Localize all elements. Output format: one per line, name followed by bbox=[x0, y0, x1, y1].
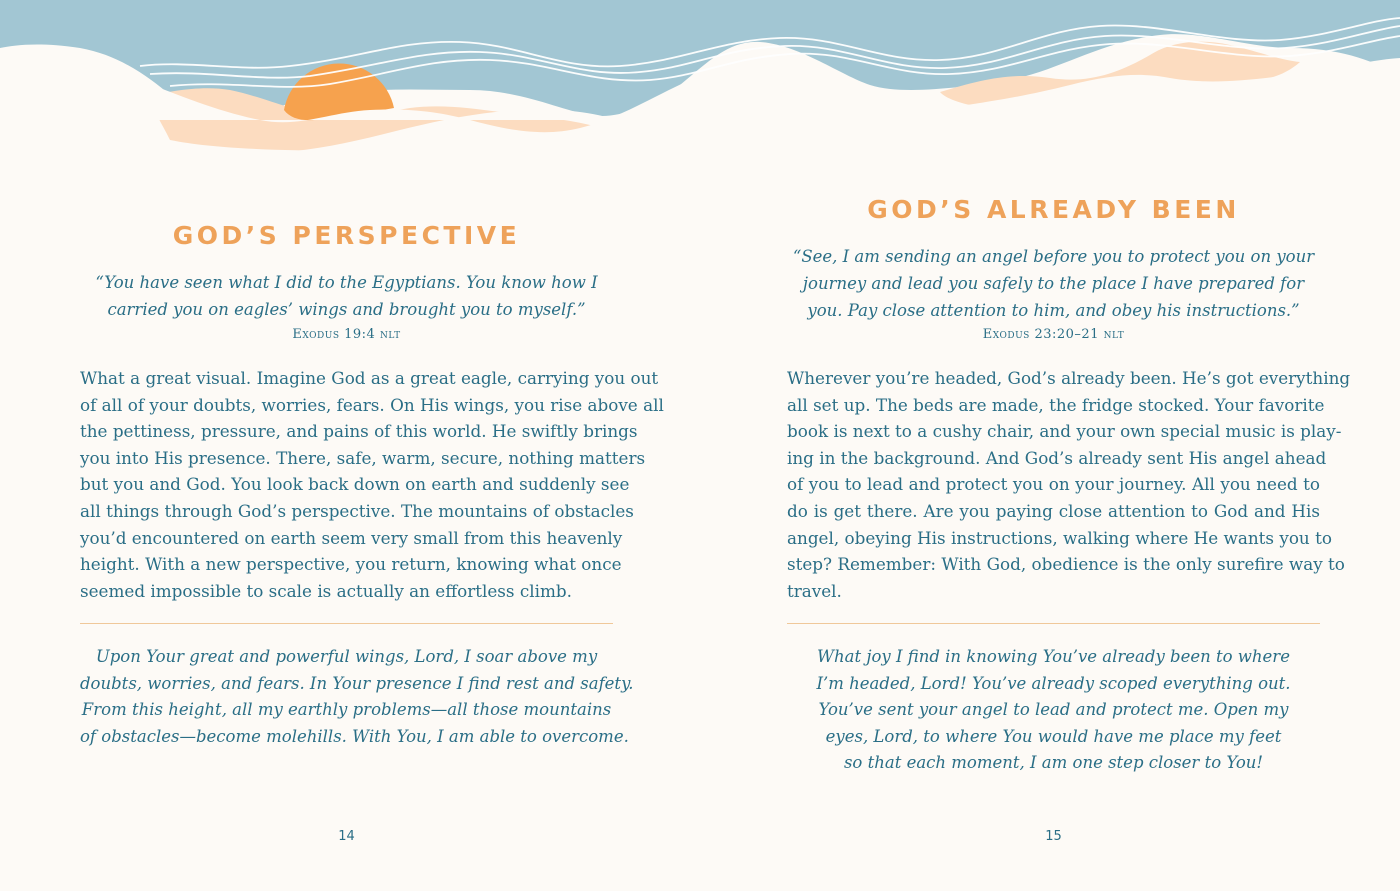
prayer-line: What joy I find in knowing You’ve already been to where bbox=[817, 647, 1290, 666]
prayer-line: doubts, worries, and fears. In Your presence I find rest and safety. bbox=[80, 673, 634, 693]
prayer-line: I’m headed, Lord! You’ve already scoped everything out. bbox=[816, 673, 1291, 693]
divider-rule bbox=[80, 623, 613, 624]
divider-rule bbox=[787, 623, 1320, 624]
scripture-reference: Exodus 23:20–21 nlt bbox=[982, 327, 1125, 342]
prayer-line: You’ve sent your angel to lead and protect me. Open my bbox=[818, 700, 1289, 719]
right-page bbox=[787, 0, 1351, 891]
page-title: GOD’S PERSPECTIVE bbox=[172, 221, 521, 250]
body-line: Wherever you’re headed, God’s already been. He’s got everything bbox=[787, 368, 1351, 388]
body-line: of all of your doubts, worries, fears. On His wings, you rise above all bbox=[80, 394, 664, 415]
devotional-body bbox=[80, 365, 664, 604]
body-line: ing in the background. And God’s already sent His angel ahead bbox=[787, 447, 1327, 468]
body-line: height. With a new perspective, you return, knowing what once bbox=[80, 554, 622, 575]
body-line: seemed impossible to scale is actually an effortless climb. bbox=[80, 580, 572, 601]
verse-line: carried you on eagles’ wings and brought you to myself.” bbox=[107, 300, 586, 319]
body-line: book is next to a cushy chair, and your own special music is play- bbox=[787, 421, 1342, 442]
body-line: the pettiness, pressure, and pains of this world. He swiftly brings bbox=[80, 421, 638, 442]
body-line: of you to lead and protect you on your journey. All you need to bbox=[787, 474, 1320, 495]
page-number: 14 bbox=[338, 829, 355, 844]
page-number: 15 bbox=[1045, 829, 1062, 844]
prayer-line: eyes, Lord, to where You would have me place my feet bbox=[825, 726, 1282, 746]
scripture-verse bbox=[787, 243, 1320, 324]
body-line: step? Remember: With God, obedience is the only surefire way to bbox=[787, 554, 1345, 575]
prayer-line: of obstacles—become molehills. With You, I am able to overcome. bbox=[80, 726, 629, 746]
scripture-verse bbox=[80, 269, 613, 323]
body-line: What a great visual. Imagine God as a great eagle, carrying you out bbox=[80, 368, 659, 388]
prayer-text bbox=[80, 644, 634, 750]
verse-line: “You have seen what I did to the Egyptians. You know how I bbox=[95, 273, 598, 292]
prayer-line: so that each moment, I am one step closer to You! bbox=[843, 753, 1264, 772]
prayer-text bbox=[787, 644, 1320, 777]
body-line: but you and God. You look back down on earth and suddenly see bbox=[80, 474, 630, 495]
body-line: all set up. The beds are made, the fridge stocked. Your favorite bbox=[787, 394, 1325, 415]
body-line: travel. bbox=[787, 580, 842, 601]
verse-line: journey and lead you safely to the place I have prepared for bbox=[802, 274, 1305, 293]
verse-line: “See, I am sending an angel before you to protect you on your bbox=[792, 247, 1315, 266]
left-page bbox=[80, 0, 664, 891]
prayer-line: Upon Your great and powerful wings, Lord, I soar above my bbox=[95, 647, 598, 666]
scripture-reference: Exodus 19:4 nlt bbox=[292, 327, 401, 342]
devotional-body bbox=[787, 365, 1351, 604]
page-title: GOD’S ALREADY BEEN bbox=[867, 195, 1240, 224]
body-line: angel, obeying His instructions, walking where He wants you to bbox=[787, 527, 1332, 548]
body-line: you’d encountered on earth seem very small from this heavenly bbox=[80, 527, 623, 548]
body-line: all things through God’s perspective. The mountains of obstacles bbox=[80, 500, 634, 521]
body-line: do is get there. Are you paying close attention to God and His bbox=[787, 500, 1320, 521]
verse-line: you. Pay close attention to him, and obey his instructions.” bbox=[807, 301, 1300, 320]
body-line: you into His presence. There, safe, warm, secure, nothing matters bbox=[80, 447, 646, 468]
prayer-line: From this height, all my earthly problems—all those mountains bbox=[81, 700, 612, 719]
